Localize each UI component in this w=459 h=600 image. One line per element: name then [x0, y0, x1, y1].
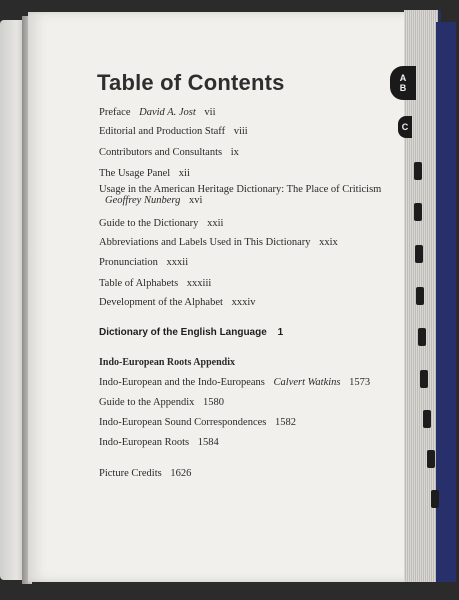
toc-entry-label: Guide to the Appendix [99, 397, 195, 408]
thumb-index-tab[interactable] [431, 490, 439, 508]
main-section-label: Dictionary of the English Language [99, 327, 267, 338]
toc-entry-page: xvi [188, 195, 203, 206]
thumb-index-tab[interactable] [415, 245, 423, 263]
toc-entry-page: 1584 [197, 437, 219, 448]
toc-entry-label: Editorial and Production Staff [99, 126, 226, 137]
toc-entry[interactable] [99, 278, 211, 289]
book-cover [436, 22, 456, 582]
toc-entry-label: Picture Credits [99, 468, 162, 479]
toc-entry-label: Table of Alphabets [99, 278, 179, 289]
thumb-index-tab[interactable] [416, 287, 424, 305]
toc-entry-label: Pronunciation [99, 257, 158, 268]
toc-entry-label: Preface [99, 107, 131, 118]
toc-entry-page: ix [230, 147, 239, 158]
toc-entry[interactable] [99, 237, 338, 248]
toc-entry[interactable] [99, 126, 248, 137]
toc-entry[interactable] [99, 397, 224, 408]
toc-entry[interactable] [99, 147, 239, 158]
toc-entry-label: Indo-European and the Indo-Europeans [99, 377, 265, 388]
toc-entry-label: Development of the Alphabet [99, 297, 223, 308]
toc-entry-page: xxix [319, 237, 338, 248]
toc-entry-page: 1626 [170, 468, 192, 479]
toc-entry-label: Contributors and Consultants [99, 147, 223, 158]
toc-entry-page: xii [178, 168, 190, 179]
tab-a-b[interactable] [390, 66, 416, 100]
tab-c-label: C [401, 122, 409, 132]
tab-b-label: B [399, 83, 407, 93]
page-title: Table of Contents [97, 70, 285, 95]
toc-entry[interactable] [99, 377, 370, 388]
toc-entry[interactable] [99, 168, 190, 179]
toc-entry-label: Usage in the American Heritage Dictionary: The Place of Criticism [99, 184, 382, 195]
toc-entry-page: xxxiii [186, 278, 212, 289]
toc-entry-page: viii [233, 126, 248, 137]
toc-entry-page: 1582 [275, 417, 296, 428]
toc-entry[interactable] [99, 218, 223, 229]
toc-entry-page: 1580 [203, 397, 224, 408]
toc-entry-page: xxxii [166, 257, 189, 268]
toc-entry[interactable] [99, 184, 389, 206]
toc-entry-label: Abbreviations and Labels Used in This Dictionary [99, 237, 311, 248]
toc-entry-page: 1573 [349, 377, 371, 388]
toc-entry-page: xxxiv [231, 297, 256, 308]
toc-entry-label: Indo-European Sound Correspondences [99, 417, 267, 428]
thumb-index-tab[interactable] [418, 328, 426, 346]
toc-entry-author: Geoffrey Nunberg [105, 195, 181, 206]
thumb-index-tab[interactable] [423, 410, 431, 428]
thumb-index-tab[interactable] [427, 450, 435, 468]
toc-entry-label: The Usage Panel [99, 168, 171, 179]
tab-a-label: A [399, 73, 407, 83]
toc-entry[interactable] [99, 468, 191, 479]
thumb-index-tab[interactable] [414, 203, 422, 221]
toc-entry[interactable] [99, 297, 255, 308]
toc-entry[interactable] [99, 417, 296, 428]
toc-entry-label: Guide to the Dictionary [99, 218, 199, 229]
appendix-heading: Indo-European Roots Appendix [99, 357, 235, 368]
thumb-index-tab[interactable] [420, 370, 428, 388]
toc-main-section[interactable] [99, 327, 283, 338]
main-section-page: 1 [277, 327, 284, 338]
toc-entry-label: Indo-European Roots [99, 437, 190, 448]
thumb-index-tab[interactable] [414, 162, 422, 180]
toc-entry-author: Calvert Watkins [273, 377, 341, 388]
toc-entry-page: xxii [207, 218, 224, 229]
toc-entry[interactable] [99, 437, 219, 448]
tab-c[interactable] [398, 116, 412, 138]
toc-entry[interactable] [99, 107, 216, 118]
toc-entry-author: David A. Jost [139, 107, 196, 118]
toc-entry-page: vii [204, 107, 216, 118]
toc-entry[interactable] [99, 257, 188, 268]
